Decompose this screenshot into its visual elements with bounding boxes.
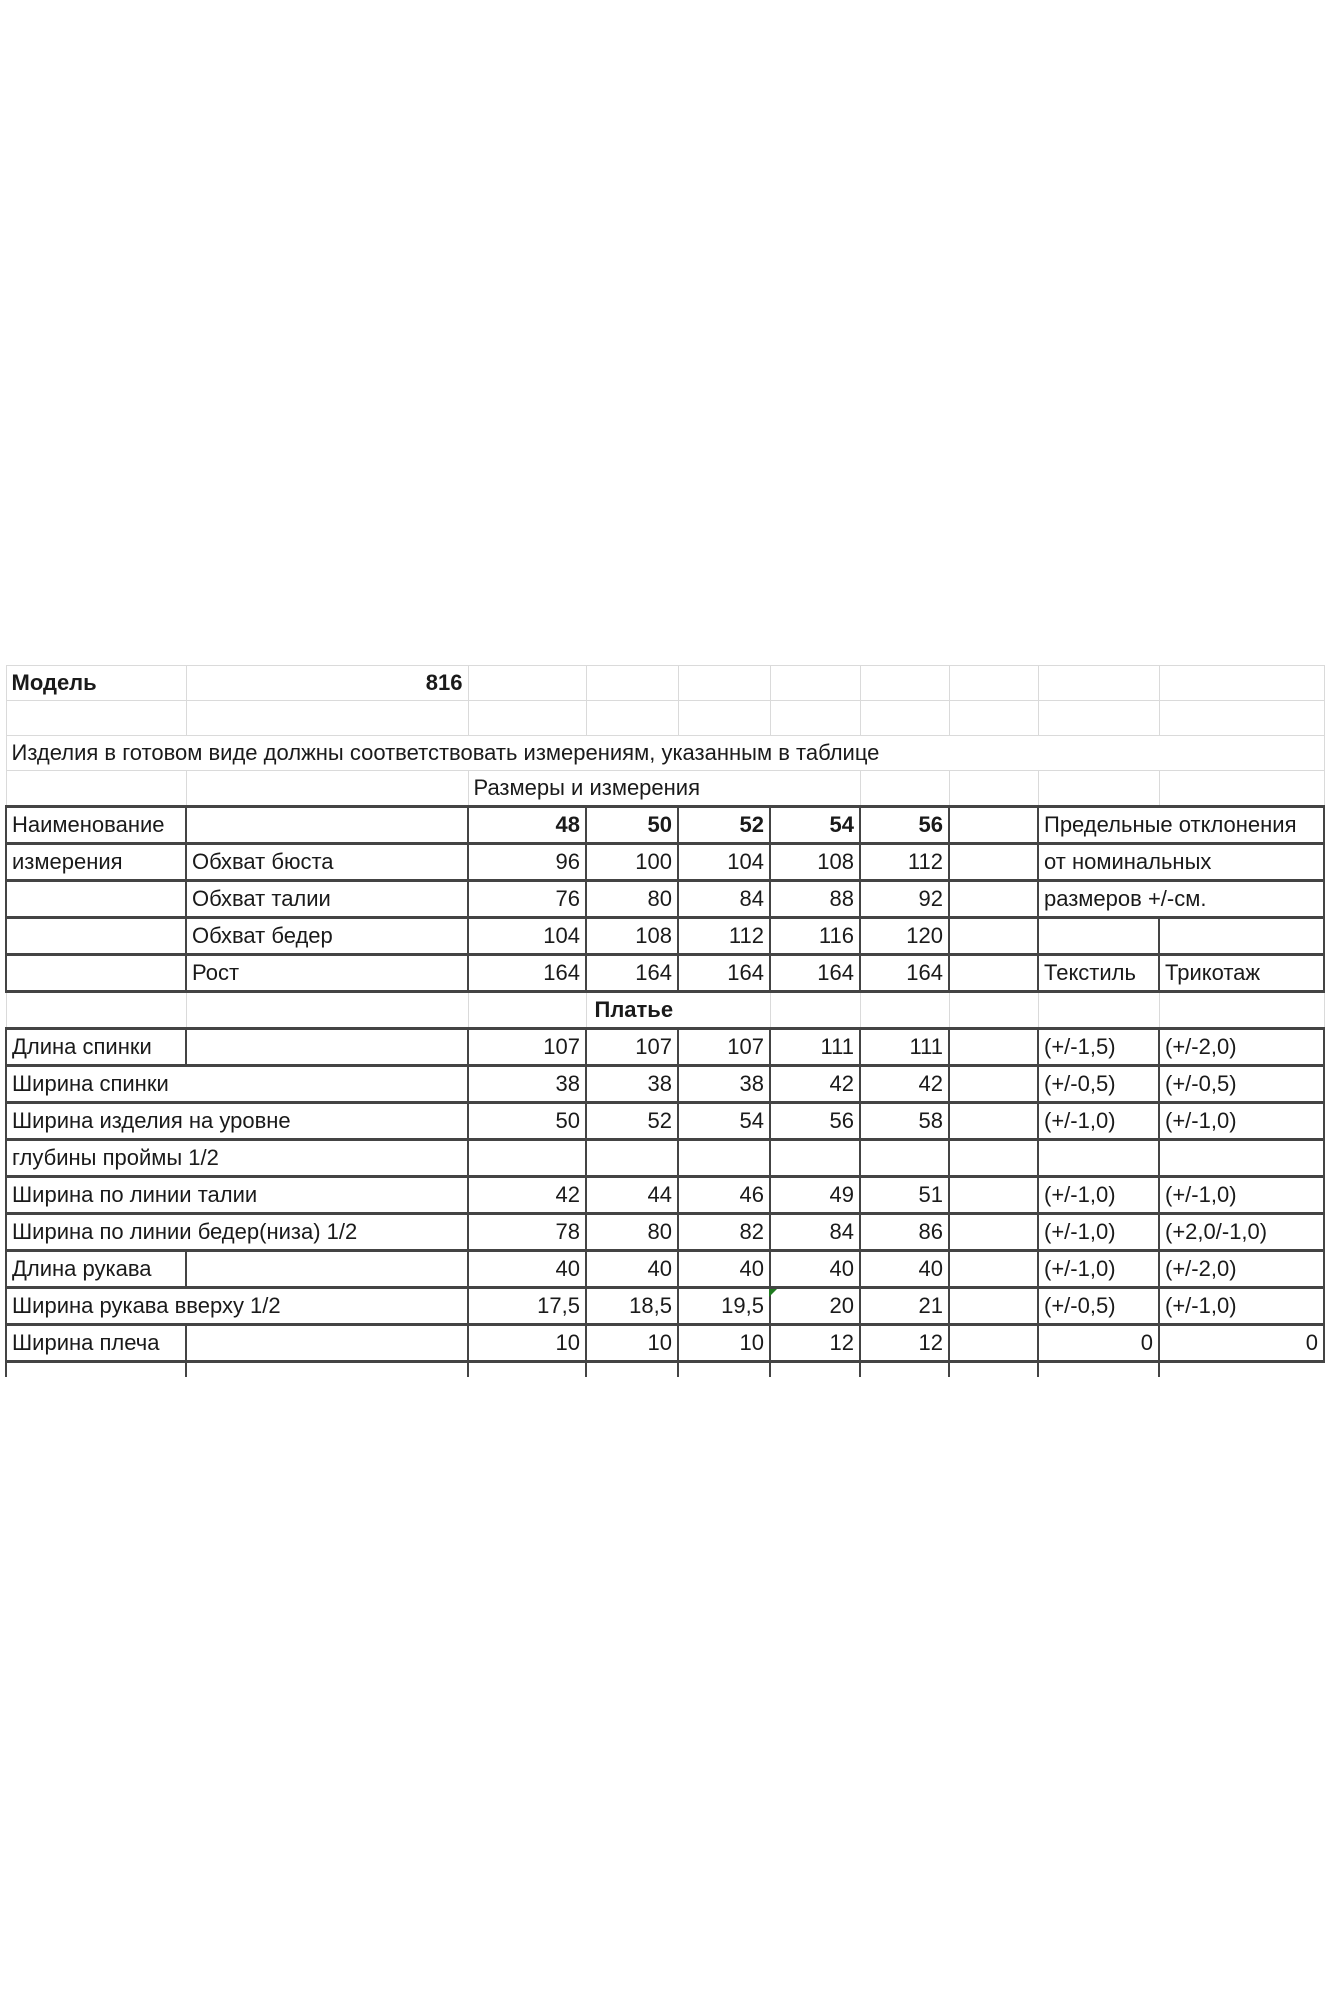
textile-tolerance: (+/-1,0) — [1038, 1177, 1159, 1214]
knit-tolerance: (+/-0,5) — [1159, 1066, 1324, 1103]
textile-tolerance: 0 — [1038, 1325, 1159, 1362]
measurement-label: Обхват талии — [186, 881, 468, 918]
value-cell: 84 — [678, 881, 770, 918]
note-row — [6, 736, 1324, 771]
deviation-title-1: Предельные отклонения — [1038, 807, 1324, 844]
garment-row — [6, 1029, 1324, 1066]
value-cell: 86 — [860, 1214, 949, 1251]
value-cell: 42 — [860, 1066, 949, 1103]
garment-row — [6, 1140, 1324, 1177]
value-cell: 54 — [678, 1103, 770, 1140]
value-cell: 112 — [678, 918, 770, 955]
value-cell: 96 — [468, 844, 586, 881]
garment-label: Ширина по линии бедер(низа) 1/2 — [6, 1214, 468, 1251]
value-cell: 164 — [678, 955, 770, 992]
textile-tolerance: (+/-1,5) — [1038, 1029, 1159, 1066]
value-cell: 164 — [770, 955, 860, 992]
knit-header: Трикотаж — [1159, 955, 1324, 992]
value-cell: 108 — [770, 844, 860, 881]
value-cell: 111 — [860, 1029, 949, 1066]
value-cell: 44 — [586, 1177, 678, 1214]
value-cell: 111 — [770, 1029, 860, 1066]
value-cell: 40 — [860, 1251, 949, 1288]
garment-label: глубины проймы 1/2 — [6, 1140, 468, 1177]
value-cell: 10 — [678, 1325, 770, 1362]
value-cell: 120 — [860, 918, 949, 955]
value-cell: 10 — [468, 1325, 586, 1362]
garment-label: Ширина плеча — [6, 1325, 186, 1362]
value-cell: 42 — [770, 1066, 860, 1103]
value-cell: 21 — [860, 1288, 949, 1325]
garment-row — [6, 1103, 1324, 1140]
garment-label: Ширина изделия на уровне — [6, 1103, 468, 1140]
measurement-label: Рост — [186, 955, 468, 992]
value-cell: 112 — [860, 844, 949, 881]
value-cell-with-comment-marker — [770, 1288, 860, 1325]
value-cell: 88 — [770, 881, 860, 918]
value-cell: 38 — [586, 1066, 678, 1103]
value-cell: 107 — [678, 1029, 770, 1066]
knit-tolerance: (+2,0/-1,0) — [1159, 1214, 1324, 1251]
section-title-row — [6, 992, 1324, 1029]
section-title: Платье — [586, 992, 770, 1029]
size-50: 50 — [586, 807, 678, 844]
size-56: 56 — [860, 807, 949, 844]
value-cell: 82 — [678, 1214, 770, 1251]
garment-label: Ширина рукава вверху 1/2 — [6, 1288, 468, 1325]
name-header-1: Наименование — [6, 807, 186, 844]
model-row — [6, 666, 1324, 701]
value-cell: 108 — [586, 918, 678, 955]
deviation-title-2: от номинальных — [1038, 844, 1324, 881]
garment-row — [6, 1288, 1324, 1325]
deviation-title-3: размеров +/-см. — [1038, 881, 1324, 918]
value-cell: 107 — [468, 1029, 586, 1066]
textile-header: Текстиль — [1038, 955, 1159, 992]
value-cell: 116 — [770, 918, 860, 955]
body-measurement-row — [6, 844, 1324, 881]
size-chart-sheet — [5, 665, 1333, 1377]
value-cell: 12 — [770, 1325, 860, 1362]
value-cell: 92 — [860, 881, 949, 918]
value-cell: 104 — [468, 918, 586, 955]
table-title: Размеры и измерения — [468, 771, 860, 807]
value-cell: 40 — [678, 1251, 770, 1288]
garment-label: Длина рукава — [6, 1251, 186, 1288]
value-cell: 12 — [860, 1325, 949, 1362]
value-cell: 78 — [468, 1214, 586, 1251]
textile-tolerance: (+/-0,5) — [1038, 1288, 1159, 1325]
textile-tolerance: (+/-0,5) — [1038, 1066, 1159, 1103]
garment-row — [6, 1325, 1324, 1362]
garment-label: Ширина по линии талии — [6, 1177, 468, 1214]
value-cell: 40 — [586, 1251, 678, 1288]
textile-tolerance: (+/-1,0) — [1038, 1214, 1159, 1251]
table-title-row — [6, 771, 1324, 807]
value-text: 20 — [829, 1293, 854, 1318]
value-cell: 40 — [770, 1251, 860, 1288]
body-measurement-row — [6, 881, 1324, 918]
value-cell: 42 — [468, 1177, 586, 1214]
value-cell: 18,5 — [586, 1288, 678, 1325]
size-header-row — [6, 807, 1324, 844]
knit-tolerance: (+/-2,0) — [1159, 1029, 1324, 1066]
value-cell: 164 — [860, 955, 949, 992]
knit-tolerance: (+/-1,0) — [1159, 1177, 1324, 1214]
knit-tolerance: (+/-1,0) — [1159, 1103, 1324, 1140]
body-measurement-row — [6, 918, 1324, 955]
value-cell: 51 — [860, 1177, 949, 1214]
value-cell: 76 — [468, 881, 586, 918]
body-measurement-row — [6, 955, 1324, 992]
garment-label: Длина спинки — [6, 1029, 186, 1066]
value-cell: 84 — [770, 1214, 860, 1251]
value-cell: 38 — [678, 1066, 770, 1103]
value-cell: 38 — [468, 1066, 586, 1103]
trailing-row — [6, 1362, 1324, 1378]
value-cell: 56 — [770, 1103, 860, 1140]
value-cell: 46 — [678, 1177, 770, 1214]
garment-row — [6, 1066, 1324, 1103]
measurement-label: Обхват бедер — [186, 918, 468, 955]
garment-row — [6, 1251, 1324, 1288]
garment-row — [6, 1177, 1324, 1214]
value-cell: 80 — [586, 881, 678, 918]
error-indicator-icon — [769, 1289, 777, 1297]
measurement-label: Обхват бюста — [186, 844, 468, 881]
empty-row — [6, 701, 1324, 736]
value-cell: 80 — [586, 1214, 678, 1251]
model-label: Модель — [6, 666, 186, 701]
value-cell: 17,5 — [468, 1288, 586, 1325]
value-cell: 40 — [468, 1251, 586, 1288]
value-cell: 104 — [678, 844, 770, 881]
name-header-2: измерения — [6, 844, 186, 881]
value-cell: 164 — [586, 955, 678, 992]
textile-tolerance: (+/-1,0) — [1038, 1103, 1159, 1140]
textile-tolerance: (+/-1,0) — [1038, 1251, 1159, 1288]
value-cell: 52 — [586, 1103, 678, 1140]
knit-tolerance: (+/-1,0) — [1159, 1288, 1324, 1325]
value-cell: 19,5 — [678, 1288, 770, 1325]
knit-tolerance: 0 — [1159, 1325, 1324, 1362]
size-54: 54 — [770, 807, 860, 844]
value-cell: 50 — [468, 1103, 586, 1140]
value-cell: 164 — [468, 955, 586, 992]
conformity-note: Изделия в готовом виде должны соответствовать измерениям, указанным в таблице — [6, 736, 1324, 771]
size-48: 48 — [468, 807, 586, 844]
garment-label: Ширина спинки — [6, 1066, 468, 1103]
model-number: 816 — [186, 666, 468, 701]
value-cell: 49 — [770, 1177, 860, 1214]
size-52: 52 — [678, 807, 770, 844]
value-cell: 107 — [586, 1029, 678, 1066]
value-cell: 10 — [586, 1325, 678, 1362]
knit-tolerance: (+/-2,0) — [1159, 1251, 1324, 1288]
size-chart-table — [5, 665, 1325, 1377]
value-cell: 100 — [586, 844, 678, 881]
value-cell: 58 — [860, 1103, 949, 1140]
garment-row — [6, 1214, 1324, 1251]
